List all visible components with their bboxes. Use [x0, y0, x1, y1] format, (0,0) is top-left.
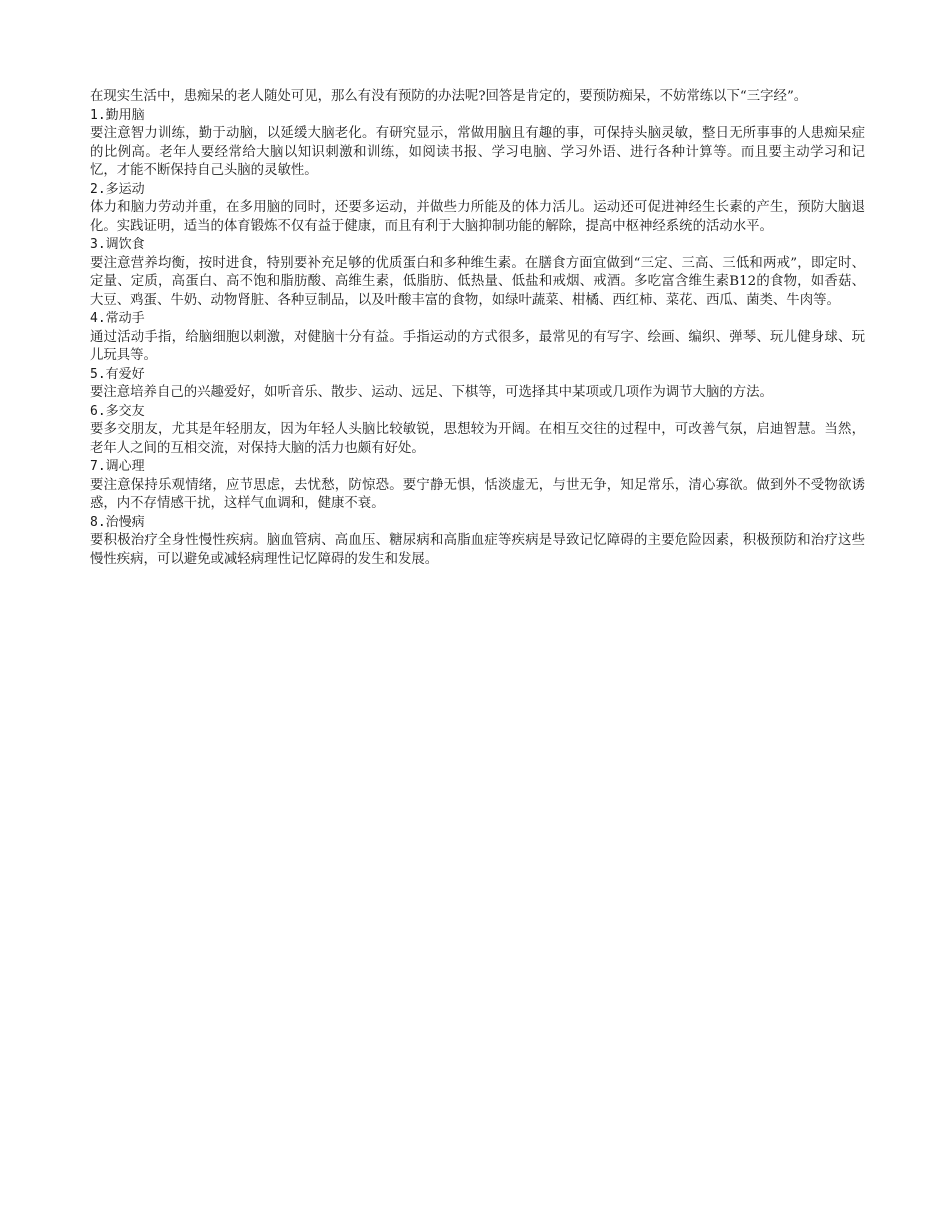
section-body-3: 要注意营养均衡，按时进食，特别要补充足够的优质蛋白和多种维生素。在膳食方面宜做到“三定、三高、三低和两戒”，即定时、定量、定质，高蛋白、高不饱和脂肪酸、高维生素，低脂肪、低热量、低盐和戒烟、戒酒。多吃富含维生素B12的食物，如香菇、大豆、鸡蛋、牛奶、动物肾脏、各种豆制品，以及叶酸丰富的食物，如绿叶蔬菜、柑橘、西红柿、菜花、西瓜、菌类、牛肉等。 — [90, 255, 865, 308]
intro-paragraph: 在现实生活中，患痴呆的老人随处可见，那么有没有预防的办法呢?回答是肯定的，要预防痴呆，不妨常练以下“三字经”。 — [90, 89, 808, 104]
section-heading-2: 2.多运动 — [90, 181, 145, 197]
section-heading-3: 3.调饮食 — [90, 237, 145, 252]
section-body-4: 通过活动手指，给脑细胞以刺激，对健脑十分有益。手指运动的方式很多，最常见的有写字、绘画、编织、弹琴、玩儿健身球、玩儿玩具等。 — [90, 329, 865, 363]
section-heading-7: 7.调心理 — [90, 459, 145, 474]
section-body-5: 要注意培养自己的兴趣爱好，如听音乐、散步、运动、远足、下棋等，可选择其中某项或几项作为调节大脑的方法。 — [90, 385, 773, 400]
section-heading-4: 4.常动手 — [90, 311, 145, 326]
document-page — [90, 88, 865, 569]
section-heading-5: 5.有爱好 — [90, 366, 145, 382]
section-heading-8: 8.治慢病 — [90, 514, 145, 530]
section-heading-6: 6.多交友 — [90, 403, 145, 419]
section-body-2: 体力和脑力劳动并重，在多用脑的同时，还要多运动，并做些力所能及的体力活儿。运动还可促进神经生长素的产生，预防大脑退化。实践证明，适当的体育锻炼不仅有益于健康，而且有利于大脑抑制功能的解除，提高中枢神经系统的活动水平。 — [90, 200, 865, 234]
section-heading-1: 1.勤用脑 — [90, 107, 145, 123]
section-body-7: 要注意保持乐观情绪，应节思虑，去忧愁，防惊恐。要宁静无惧，恬淡虚无，与世无争，知足常乐，清心寡欲。做到外不受物欲诱惑，内不存情感干扰，这样气血调和，健康不衰。 — [90, 477, 865, 511]
section-body-1: 要注意智力训练，勤于动脑，以延缓大脑老化。有研究显示，常做用脑且有趣的事，可保持头脑灵敏，整日无所事事的人患痴呆症的比例高。老年人要经常给大脑以知识刺激和训练，如阅读书报、学习电脑、学习外语、进行各种计算等。而且要主动学习和记忆，才能不断保持自己头脑的灵敏性。 — [90, 126, 865, 178]
section-body-6: 要多交朋友，尤其是年轻朋友，因为年轻人头脑比较敏锐，思想较为开阔。在相互交往的过程中，可改善气氛，启迪智慧。当然，老年人之间的互相交流，对保持大脑的活力也颇有好处。 — [90, 422, 865, 456]
section-body-8: 要积极治疗全身性慢性疾病。脑血管病、高血压、糖尿病和高脂血症等疾病是导致记忆障碍的主要危险因素，积极预防和治疗这些慢性疾病，可以避免或减轻病理性记忆障碍的发生和发展。 — [90, 533, 865, 567]
